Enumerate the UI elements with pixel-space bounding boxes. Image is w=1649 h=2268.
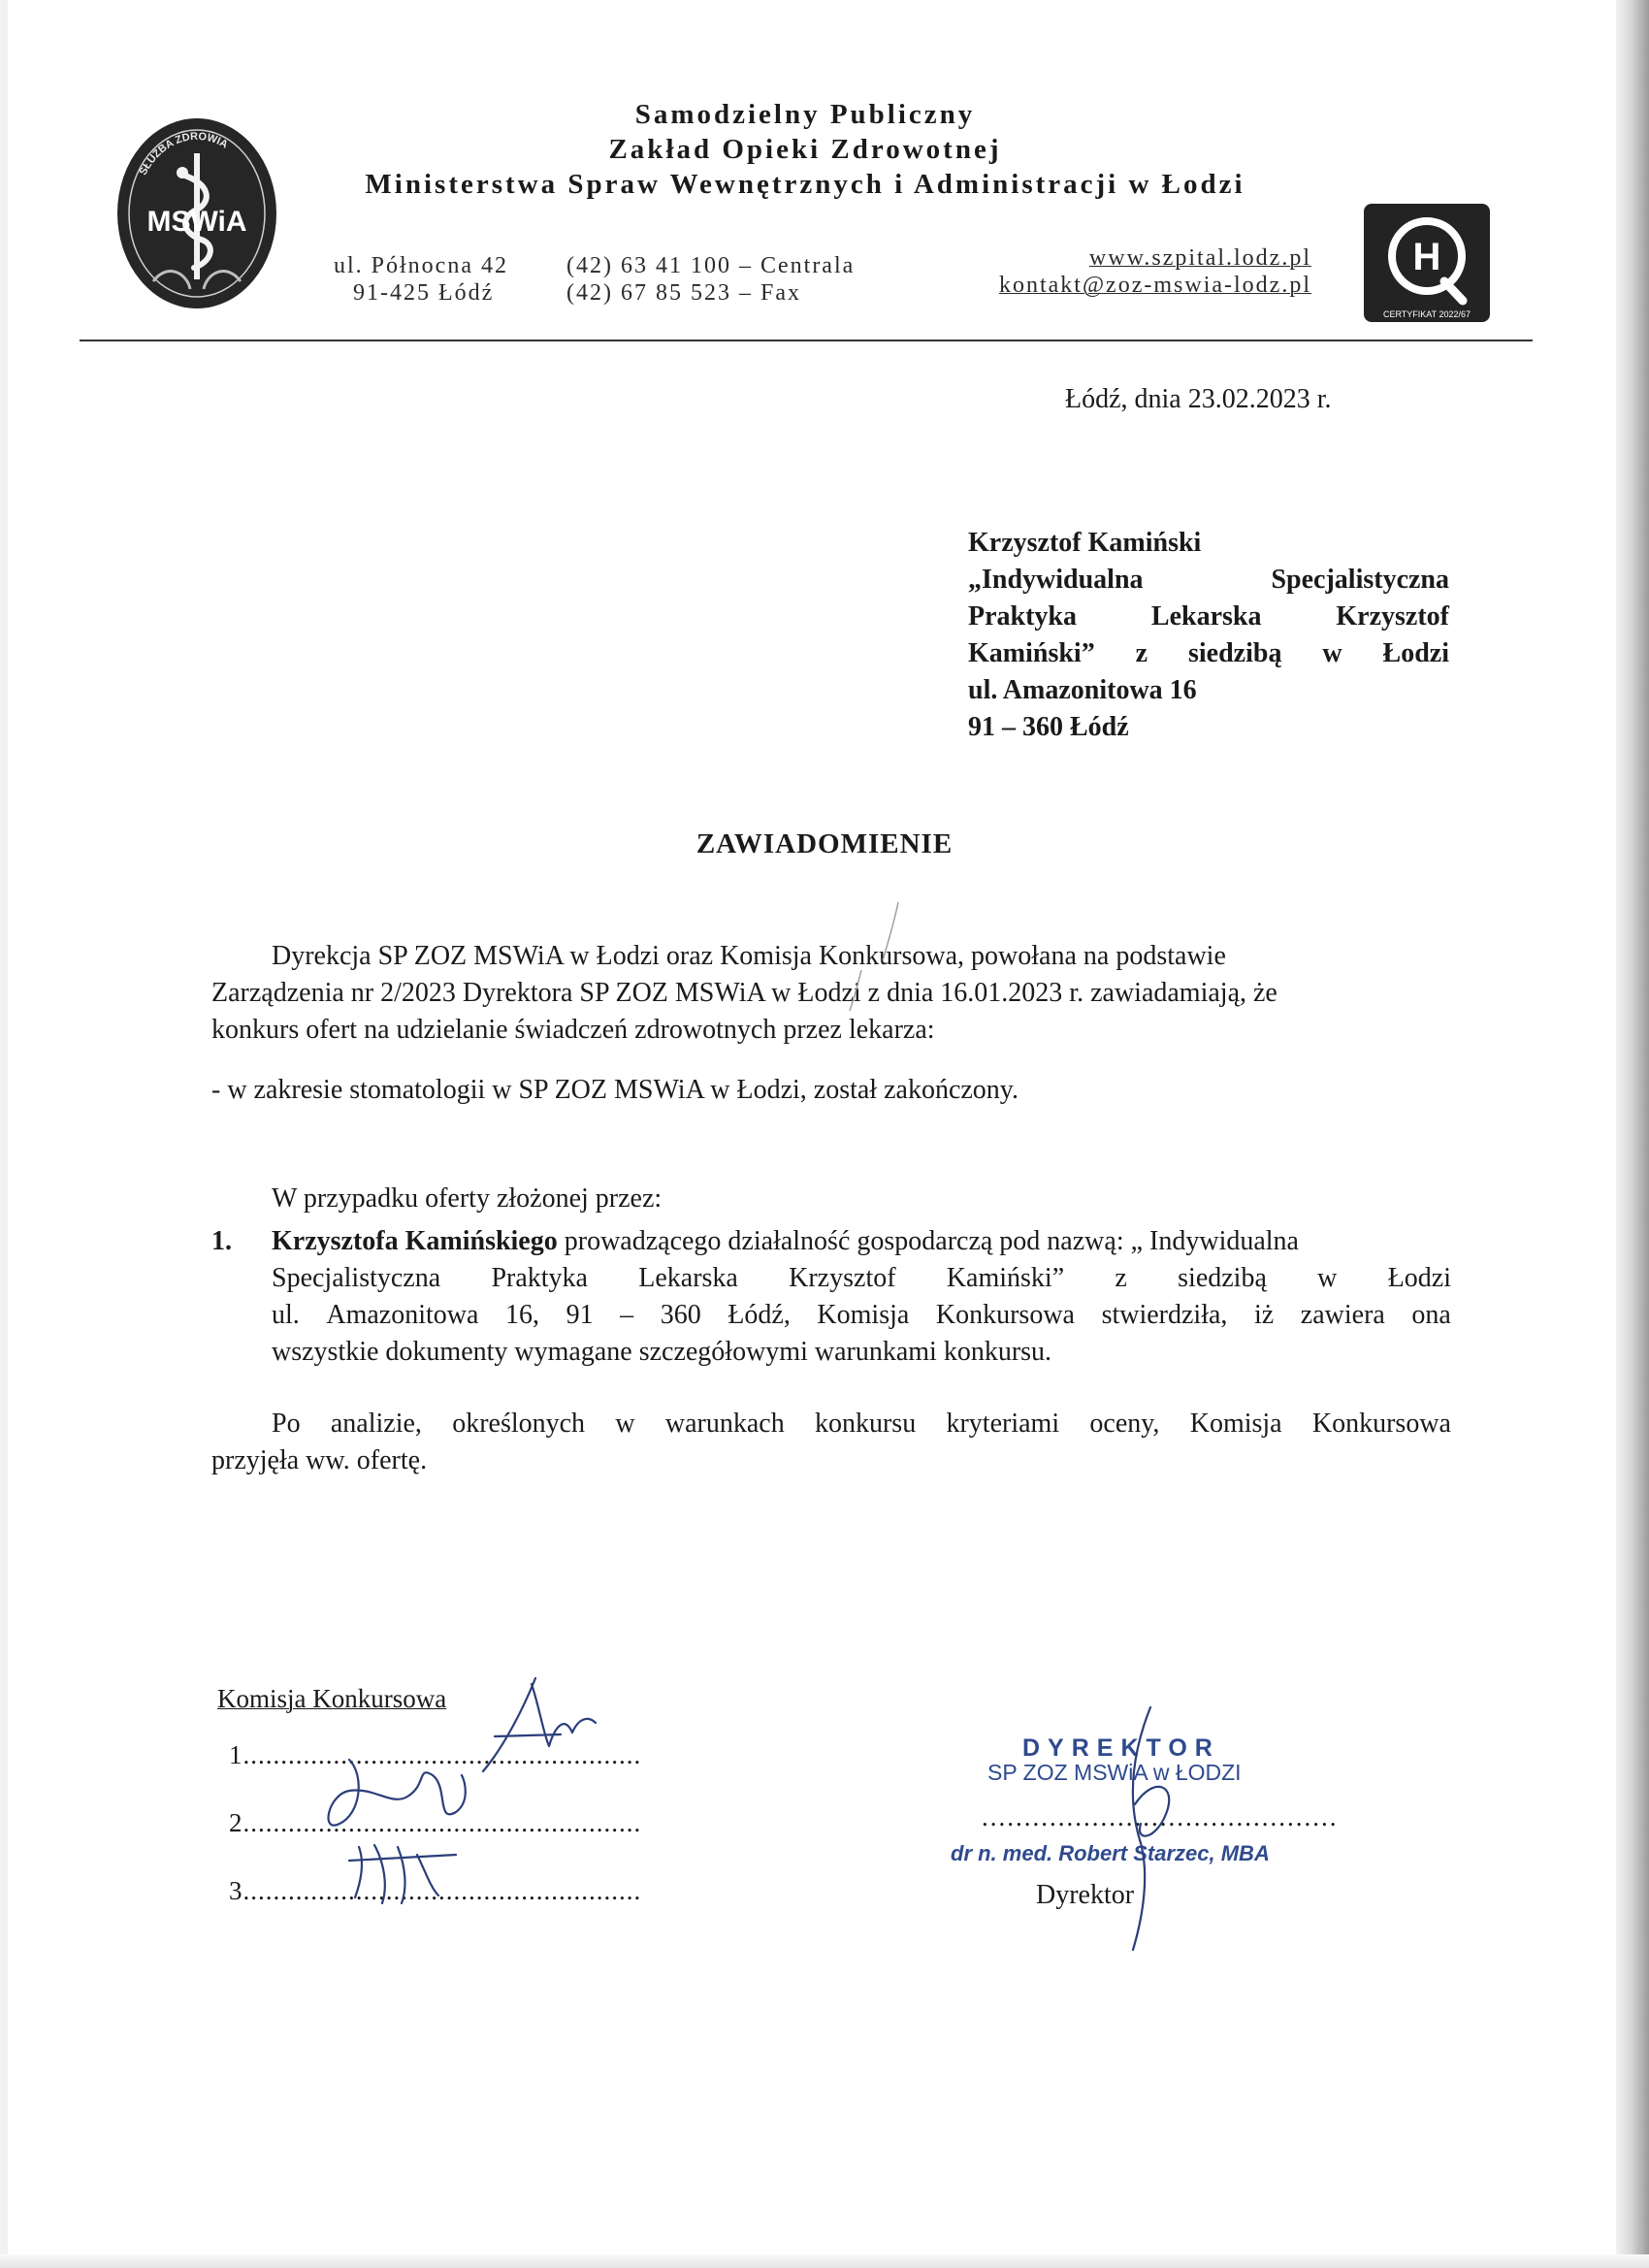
phone-central: (42) 63 41 100 – Centrala bbox=[566, 253, 856, 278]
item-line-2: Specjalistyczna Praktyka Lekarska Krzysztof Kamiński” z siedzibą w Łodzi bbox=[272, 1263, 1451, 1293]
commission-member-3: 3..................................................... bbox=[229, 1876, 642, 1905]
logo-text: MSWiA bbox=[146, 206, 247, 238]
document-title: ZAWIADOMIENIE bbox=[695, 828, 954, 859]
email-link[interactable]: kontakt@zoz-mswia-lodz.pl bbox=[998, 273, 1311, 298]
scan-edge-right bbox=[1616, 0, 1649, 2268]
commission-member-1: 1..................................................... bbox=[229, 1740, 642, 1769]
svg-text:H: H bbox=[1412, 236, 1441, 278]
item-number: 1. bbox=[211, 1226, 232, 1256]
address-postal: 91-425 Łódź bbox=[353, 280, 495, 306]
recipient-line-2: „Indywidualna Specjalistyczna bbox=[968, 565, 1449, 595]
date-line: Łódź, dnia 23.02.2023 r. bbox=[1065, 384, 1332, 414]
recipient-street: ul. Amazonitowa 16 bbox=[968, 675, 1197, 705]
para1-line-4: - w zakresie stomatologii w SP ZOZ MSWiA w Łodzi, został zakończony. bbox=[211, 1075, 1018, 1105]
recipient-line-3: Praktyka Lekarska Krzysztof bbox=[968, 601, 1449, 632]
para2-intro: W przypadku oferty złożonej przez: bbox=[272, 1183, 663, 1214]
scan-edge-bottom bbox=[0, 2254, 1649, 2268]
website-link[interactable]: www.szpital.lodz.pl bbox=[1088, 245, 1311, 271]
director-signature-line: .......................................... bbox=[982, 1802, 1339, 1831]
item-line-4: wszystkie dokumenty wymagane szczegółowymi warunkami konkursu. bbox=[272, 1337, 1052, 1367]
certificate-label: CERTYFIKAT 2022/67 bbox=[1382, 309, 1471, 319]
recipient-name: Krzysztof Kamiński bbox=[968, 528, 1202, 558]
item-offerer-name: Krzysztofa Kamińskiego bbox=[272, 1226, 558, 1256]
para1-line-2: Zarządzenia nr 2/2023 Dyrektora SP ZOZ MSWiA w Łodzi z dnia 16.01.2023 r. zawiadamiają, że bbox=[211, 978, 1277, 1008]
director-stamp-institution: SP ZOZ MSWiA w ŁODZI bbox=[987, 1760, 1242, 1785]
item-line-3: ul. Amazonitowa 16, 91 – 360 Łódź, Komisja Konkursowa stwierdziła, iż zawiera ona bbox=[272, 1300, 1451, 1330]
institution-line-1: Samodzielny Publiczny bbox=[634, 99, 976, 130]
item-line-1-rest: prowadzącego działalność gospodarczą pod nazwą: „ Indywidualna bbox=[557, 1226, 1299, 1256]
institution-line-3: Ministerstwa Spraw Wewnętrznych i Administracji w Łodzi bbox=[365, 169, 1245, 200]
recipient-city: 91 – 360 Łódź bbox=[968, 712, 1129, 742]
recipient-line-4: Kamiński” z siedzibą w Łodzi bbox=[968, 638, 1449, 668]
para3-line-2: przyjęła ww. ofertę. bbox=[211, 1445, 428, 1475]
commission-member-2: 2..................................................... bbox=[229, 1808, 642, 1837]
header-divider bbox=[80, 340, 1533, 341]
institution-line-2: Zakład Opieki Zdrowotnej bbox=[608, 134, 1002, 165]
director-role: Dyrektor bbox=[1036, 1880, 1135, 1910]
logo-ring-text: SŁUŻBA ZDROWIA bbox=[137, 130, 230, 178]
certificate-logo bbox=[1362, 202, 1492, 324]
phone-fax: (42) 67 85 523 – Fax bbox=[566, 280, 801, 306]
director-stamp-name: dr n. med. Robert Starzec, MBA bbox=[951, 1841, 1270, 1865]
para1-line-3: konkurs ofert na udzielanie świadczeń zdrowotnych przez lekarza: bbox=[211, 1015, 935, 1045]
para1-line-1: Dyrekcja SP ZOZ MSWiA w Łodzi oraz Komisja Konkursowa, powołana na podstawie bbox=[272, 941, 1226, 971]
mswia-logo bbox=[114, 116, 279, 310]
commission-title: Komisja Konkursowa bbox=[217, 1684, 447, 1713]
director-stamp-title: DYREKTOR bbox=[1022, 1734, 1220, 1762]
scan-edge-left bbox=[0, 0, 8, 2268]
item-line-1 bbox=[272, 1228, 1299, 1255]
para3-line-1: Po analizie, określonych w warunkach konkursu kryteriami oceny, Komisja Konkursowa bbox=[272, 1409, 1451, 1439]
address-street: ul. Północna 42 bbox=[334, 253, 508, 278]
